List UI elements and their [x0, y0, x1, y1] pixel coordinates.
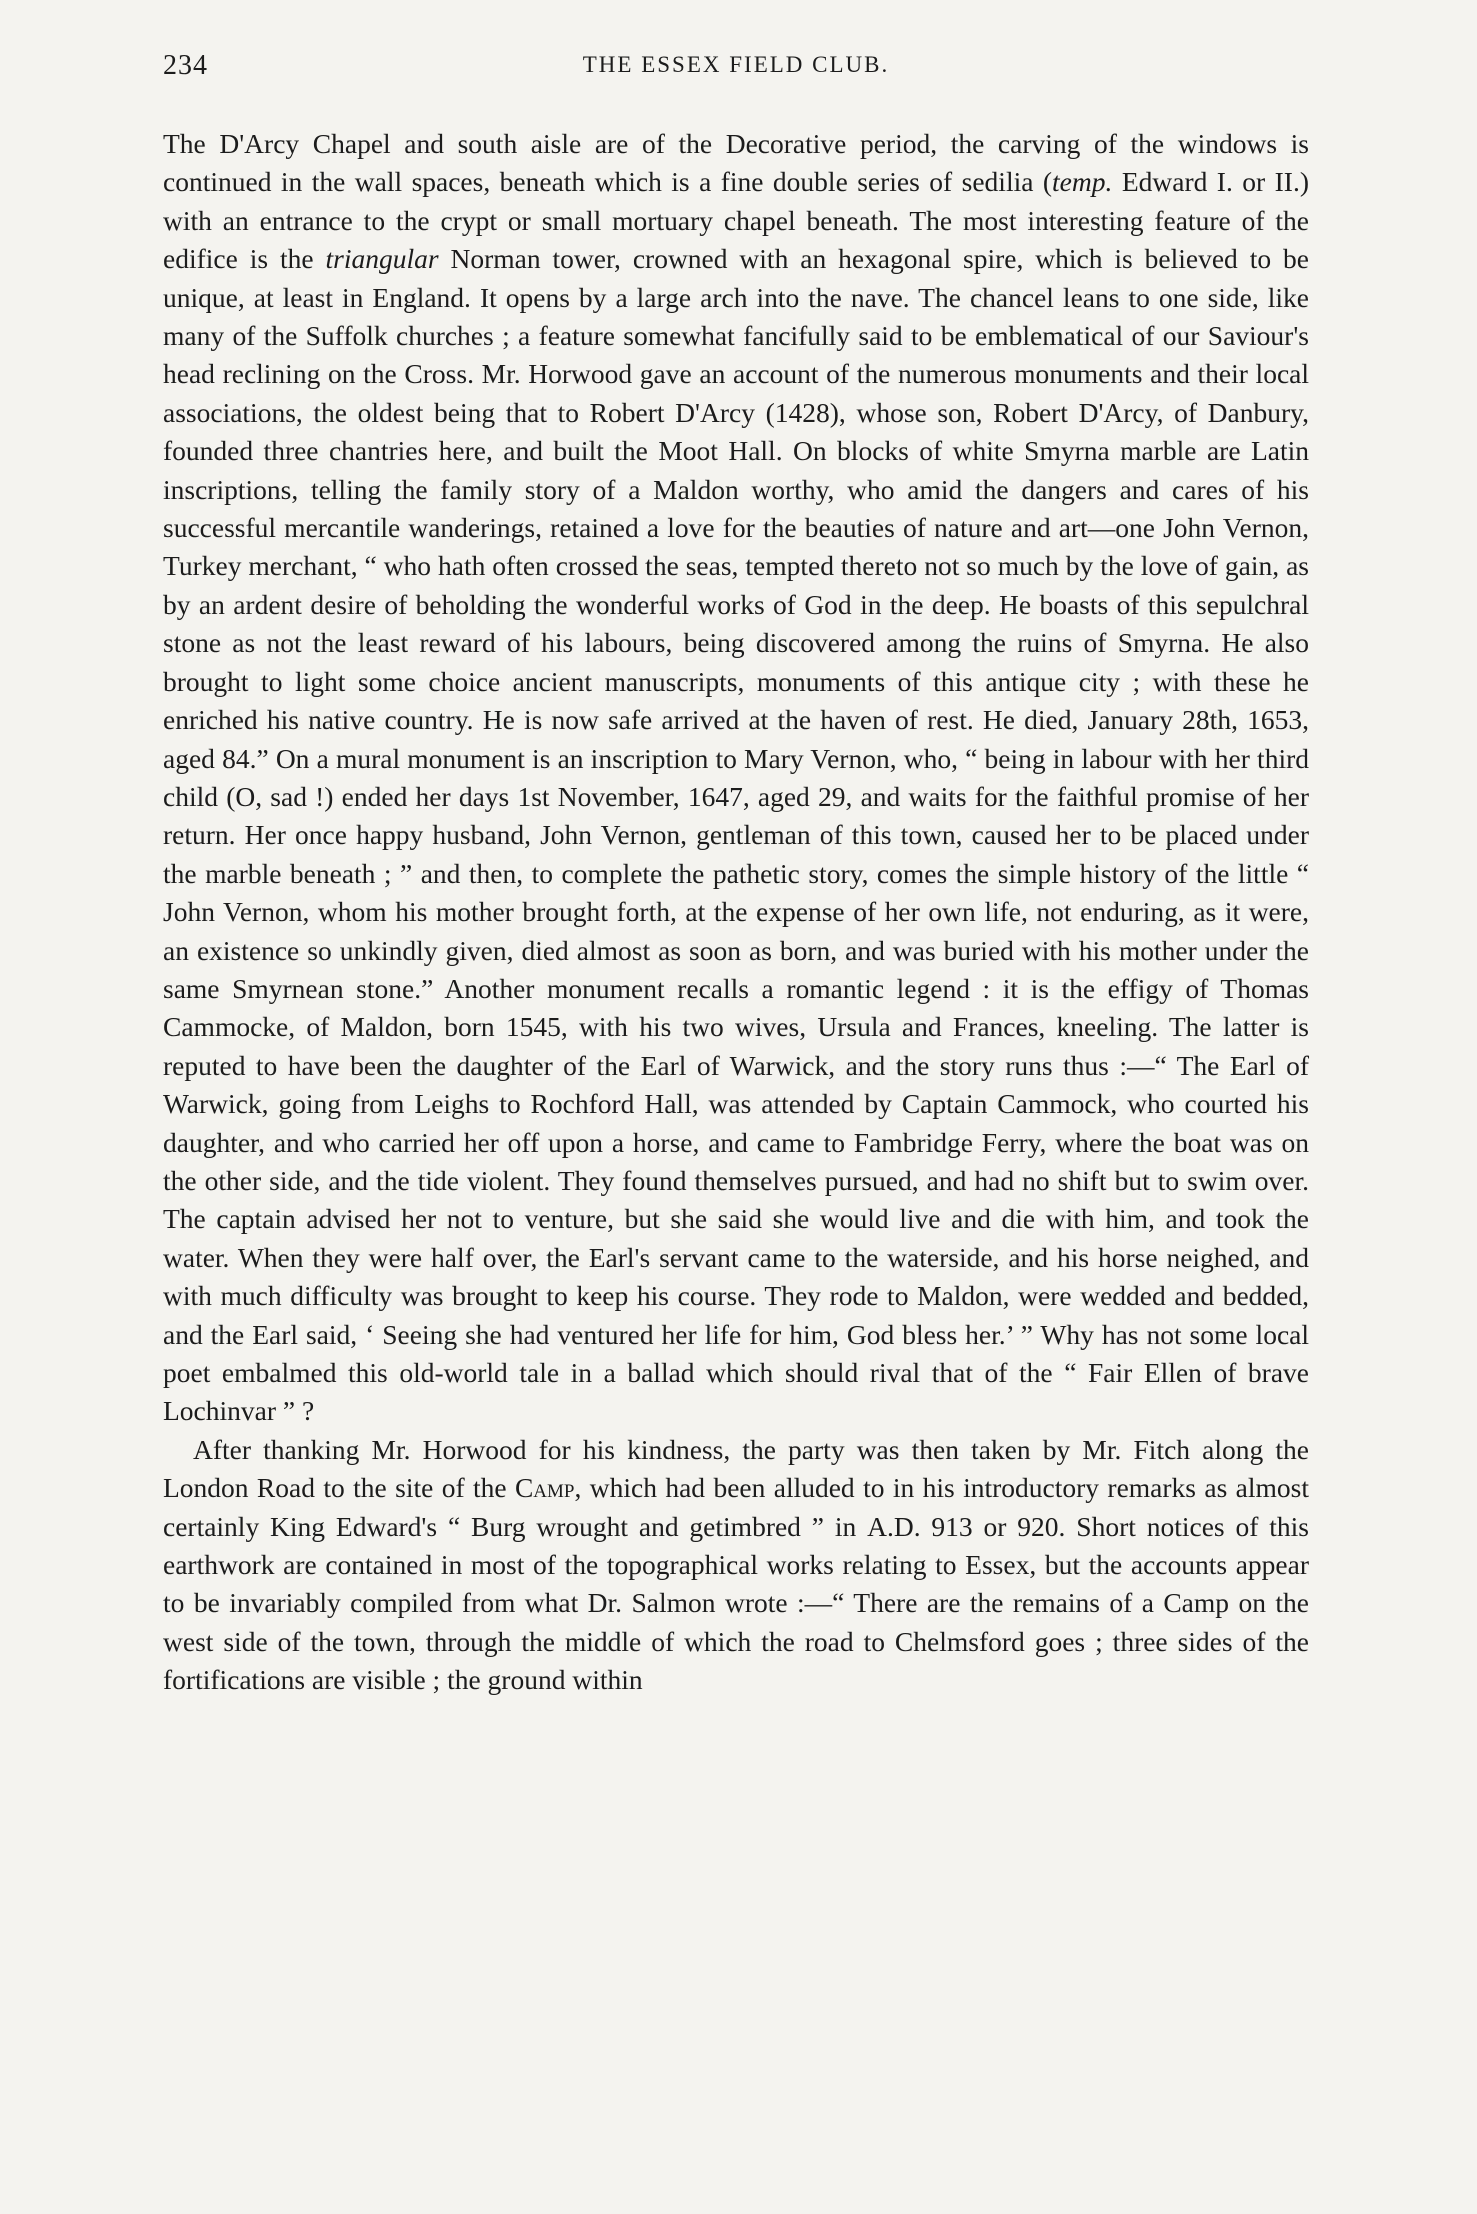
italic-term: triangular	[325, 243, 439, 275]
paragraph-camp-visit	[163, 1431, 1309, 1700]
text-run: After thanking Mr. Horwood for his kindness, the party was then taken by Mr. Fitch along the London Road to the site of the	[163, 1433, 1309, 1504]
text-run: , which had been alluded to in his introductory remarks as almost certainly King Edward's “ Burg wrought and getimbred ” in	[163, 1472, 1309, 1542]
running-head	[163, 50, 1309, 84]
body-text	[163, 125, 1309, 1700]
text-run: The D'Arcy Chapel and south aisle are of the Decorative period, the carving of the windows is continued in the wall spaces, beneath which is a fine double series of sedilia (	[163, 128, 1309, 198]
text-run: Norman tower, crowned with an hexagonal spire, which is believed to be unique, at least in England. It opens by a large arch into the nave. The chancel leans to one side, like many of the Suffolk churches ; a feature somewhat fancifully said to be emblematical of our Saviour's head reclining on the Cross. Mr. Horwood gave an account of the numerous monuments and their local associations, the oldest being that to Robert D'Arcy (1428), whose son, Robert D'Arcy, of Danbury, founded three chantries here, and built the Moot Hall. On blocks of white Smyrna marble are Latin inscriptions, telling the family story of a Maldon worthy, who amid the dangers and cares of his successful mercantile wanderings, retained a love for the beauties of nature and art—one John Vernon, Turkey merchant, “ who hath often crossed the seas, tempted thereto not so much by the love of gain, as by an ardent desire of beholding the wonderful works of God in the deep. He boasts of this sepulchral stone as not the least reward of his labours, being discovered among the ruins of Smyrna. He also brought to light some choice ancient manuscripts, monuments of this antique city ; with these he enriched his native country. He is now safe arrived at the haven of rest. He died, January 28th, 1653, aged 84.” On a mural monument is an inscription to Mary Vernon, who, “ being in labour with her third child (O, sad !) ended her days 1st November, 1647, aged 29, and waits for the faithful promise of her return. Her once happy husband, John Vernon, gentleman of this town, caused her to be placed under the marble beneath ; ” and then, to complete the pathetic story, comes the simple history of the little “ John Vernon, whom his mother brought forth, at the expense of her own life, not enduring, as it were, an existence so unkindly given, died almost as soon as born, and was buried with his mother under the same Smyrnean stone.” Another monument recalls a romantic legend : it is the effigy of Thomas Cammocke, of Maldon, born 1545, with his two wives, Ursula and Frances, kneeling. The latter is reputed to have been the daughter of the Earl of Warwick, and the story runs thus :—“ The Earl of Warwick, going from Leighs to Rochford Hall, was attended by Captain Cammock, who courted his daughter, and who carried her off upon a horse, and came to Fambridge Ferry, where the boat was on the other side, and the tide violent. They found themselves pursued, and had no shift but to swim over. The captain advised her not to venture, but she said she would live and die with him, and took the water. When they were half over, the Earl's servant came to the waterside, and his horse neighed, and with much difficulty was brought to keep his course. They rode to Maldon, were wedded and bedded, and the Earl said, ‘ Seeing she had ventured her life for him, God bless her.’ ” Why has not some local poet embalmed this old-world tale in a ballad which should rival that of the “ Fair Ellen of brave Lochinvar ” ?	[163, 243, 1309, 1427]
small-caps-term: Camp	[514, 1472, 575, 1504]
italic-term: temp.	[1052, 166, 1113, 198]
running-title: THE ESSEX FIELD CLUB.	[582, 52, 890, 77]
text-run: 913 or 920. Short notices of this earthwork are contained in most of the topographical works relating to Essex, but the accounts appear to be invariably compiled from what Dr. Salmon wrote :—“ There are the remains of a Camp on the west side of the town, through the middle of which the road to Chelmsford goes ; three sides of the fortifications are visible ; the ground within	[163, 1510, 1309, 1696]
small-caps-term: A.D.	[867, 1510, 921, 1542]
text-run: Edward I. or II.) with an entrance to the crypt or small mortuary chapel beneath. The most interesting feature of the edifice is the	[163, 166, 1309, 275]
page-number: 234	[163, 50, 208, 81]
paragraph-d-arcy-chapel	[163, 125, 1309, 1431]
